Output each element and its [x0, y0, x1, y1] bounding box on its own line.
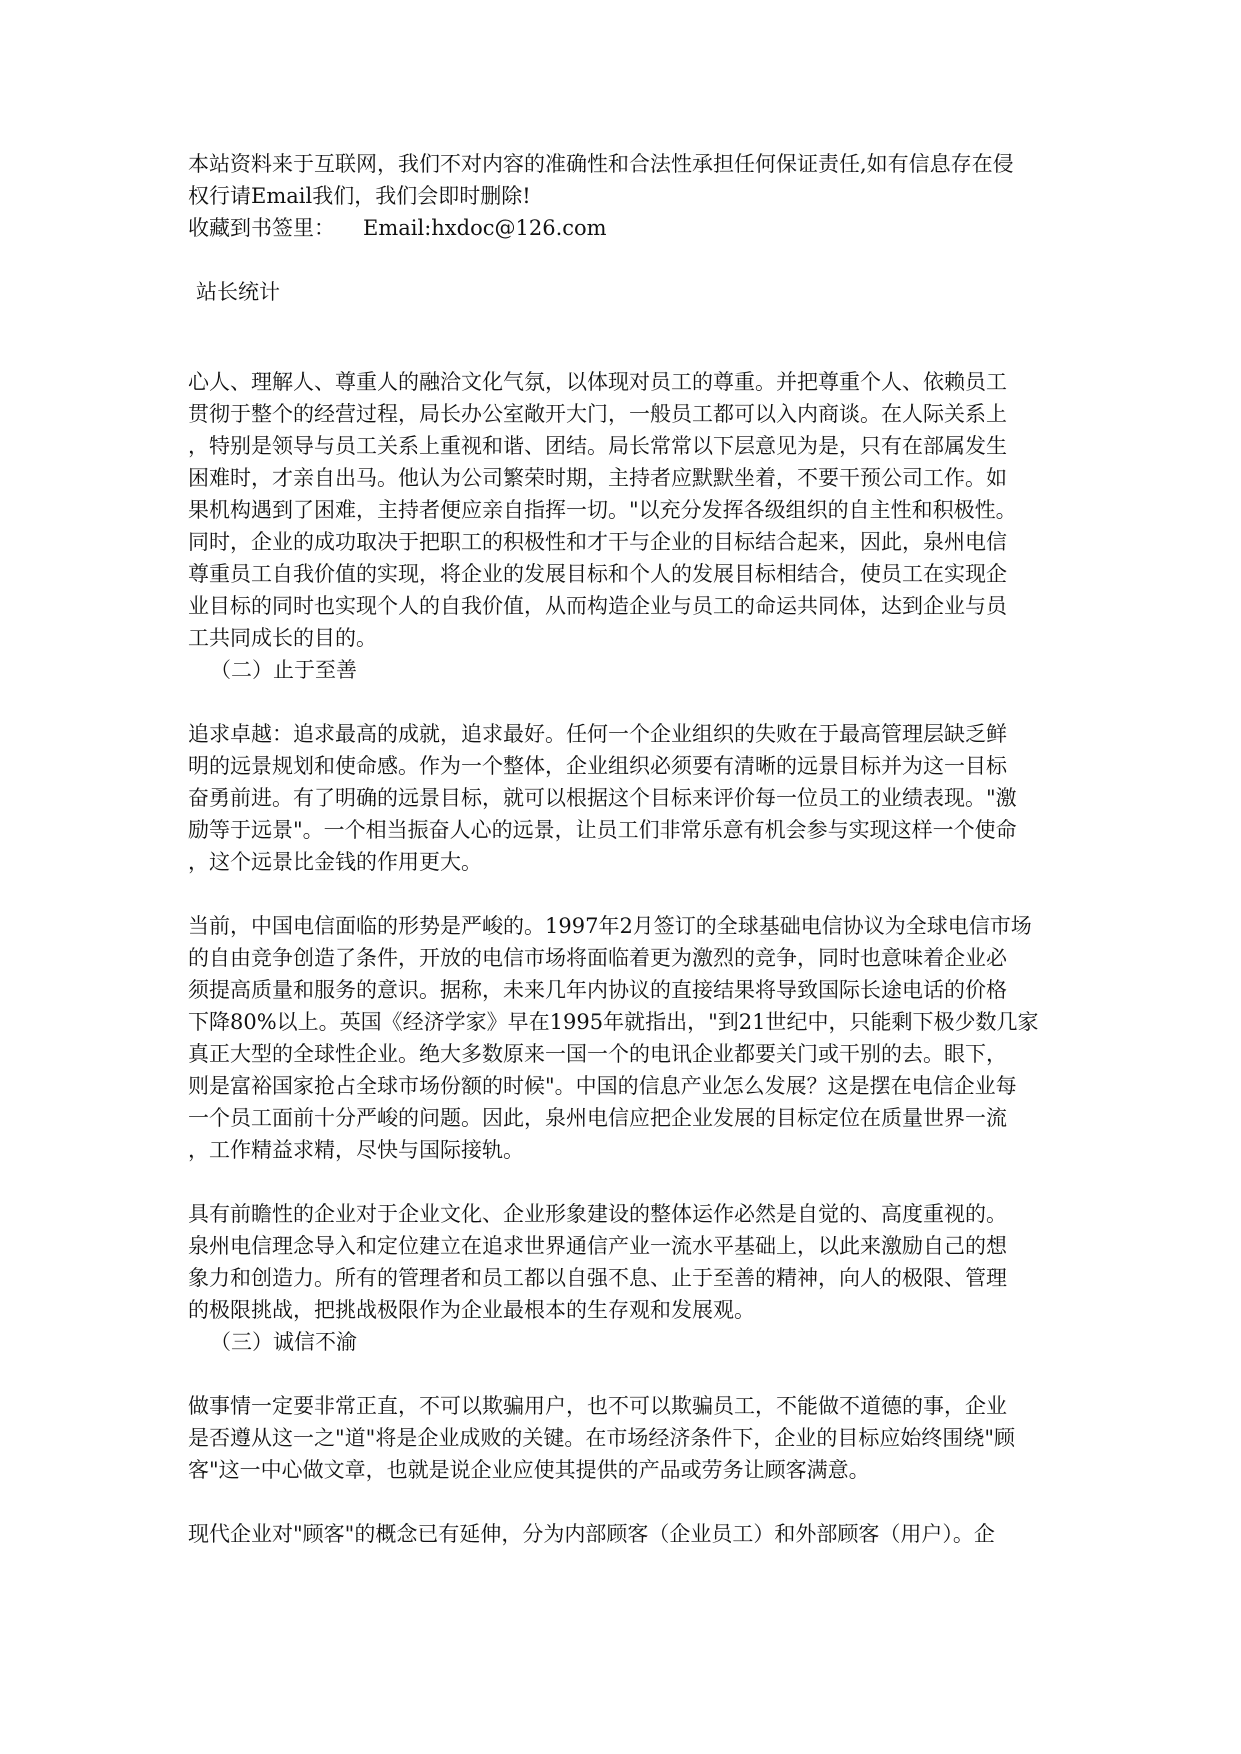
paragraph-2	[188, 718, 1058, 878]
text-line: 奋勇前进。有了明确的远景目标，就可以根据这个目标来评价每一位员工的业绩表现。"激	[188, 786, 1017, 810]
stats-link[interactable]: 站长统计	[196, 280, 280, 304]
text-line: 的极限挑战，把挑战极限作为企业最根本的生存观和发展观。	[188, 1298, 755, 1322]
text-line: 工共同成长的目的。	[188, 626, 377, 650]
text-line: 尊重员工自我价值的实现，将企业的发展目标和个人的发展目标相结合，使员工在实现企	[188, 562, 1007, 586]
paragraph-3	[188, 910, 1058, 1166]
text-line: 一个员工面前十分严峻的问题。因此，泉州电信应把企业发展的目标定位在质量世界一流	[188, 1106, 1007, 1130]
text-line: ，工作精益求精，尽快与国际接轨。	[188, 1138, 524, 1162]
text-line: ，这个远景比金钱的作用更大。	[188, 850, 482, 874]
text-line: 象力和创造力。所有的管理者和员工都以自强不息、止于至善的精神，向人的极限、管理	[188, 1266, 1007, 1290]
bookmark-label[interactable]: 收藏到书签里：	[188, 216, 335, 240]
text-line: 真正大型的全球性企业。绝大多数原来一国一个的电讯企业都要关门或干别的去。眼下，	[188, 1042, 1007, 1066]
text-line: 则是富裕国家抢占全球市场份额的时候"。中国的信息产业怎么发展？这是摆在电信企业每	[188, 1074, 1017, 1098]
text-line: 具有前瞻性的企业对于企业文化、企业形象建设的整体运作必然是自觉的、高度重视的。	[188, 1202, 1007, 1226]
bookmark-line	[188, 212, 1058, 244]
text-line: 泉州电信理念导入和定位建立在追求世界通信产业一流水平基础上，以此来激励自己的想	[188, 1234, 1007, 1258]
text-line: 贯彻于整个的经营过程，局长办公室敞开大门，一般员工都可以入内商谈。在人际关系上	[188, 402, 1007, 426]
text-line: ，特别是领导与员工关系上重视和谐、团结。局长常常以下层意见为是，只有在部属发生	[188, 434, 1007, 458]
document-page	[188, 148, 1058, 1550]
section-heading-2: （二）止于至善	[210, 658, 357, 682]
text-line: 当前，中国电信面临的形势是严峻的。1997年2月签订的全球基础电信协议为全球电信市场	[188, 914, 1032, 938]
text-line: 追求卓越：追求最高的成就，追求最好。任何一个企业组织的失败在于最高管理层缺乏鲜	[188, 722, 1007, 746]
paragraph-4	[188, 1198, 1058, 1326]
paragraph-6	[188, 1518, 1058, 1550]
text-line: 心人、理解人、尊重人的融洽文化气氛，以体现对员工的尊重。并把尊重个人、依赖员工	[188, 370, 1007, 394]
text-line: 同时，企业的成功取决于把职工的积极性和才干与企业的目标结合起来，因此，泉州电信	[188, 530, 1007, 554]
text-line: 做事情一定要非常正直，不可以欺骗用户，也不可以欺骗员工，不能做不道德的事，企业	[188, 1394, 1007, 1418]
disclaimer-line-2: 权行请Email我们，我们会即时删除!	[188, 184, 531, 208]
text-line: 明的远景规划和使命感。作为一个整体，企业组织必须要有清晰的远景目标并为这一目标	[188, 754, 1007, 778]
text-line: 的自由竞争创造了条件，开放的电信市场将面临着更为激烈的竞争，同时也意味着企业必	[188, 946, 1007, 970]
text-line: 须提高质量和服务的意识。据称，未来几年内协议的直接结果将导致国际长途电话的价格	[188, 978, 1007, 1002]
section-heading-3: （三）诚信不渝	[210, 1330, 357, 1354]
text-line: 果机构遇到了困难，主持者便应亲自指挥一切。"以充分发挥各级组织的自主性和积极性。	[188, 498, 1017, 522]
text-line: 励等于远景"。一个相当振奋人心的远景，让员工们非常乐意有机会参与实现这样一个使命	[188, 818, 1017, 842]
text-line: 是否遵从这一之"道"将是企业成败的关键。在市场经济条件下，企业的目标应始终围绕"顾	[188, 1426, 1015, 1450]
paragraph-5	[188, 1390, 1058, 1486]
text-line: 下降80%以上。英国《经济学家》早在1995年就指出，"到21世纪中，只能剩下极少数几家	[188, 1010, 1039, 1034]
text-line: 业目标的同时也实现个人的自我价值，从而构造企业与员工的命运共同体，达到企业与员	[188, 594, 1007, 618]
paragraph-1	[188, 366, 1058, 654]
text-line: 困难时，才亲自出马。他认为公司繁荣时期，主持者应默默坐着，不要干预公司工作。如	[188, 466, 1007, 490]
email-address[interactable]: Email:hxdoc@126.com	[363, 216, 607, 240]
disclaimer-line-1: 本站资料来于互联网，我们不对内容的准确性和合法性承担任何保证责任,如有信息存在侵	[188, 152, 1014, 176]
text-line: 现代企业对"顾客"的概念已有延伸，分为内部顾客（企业员工）和外部顾客（用户）。企	[188, 1522, 995, 1546]
text-line: 客"这一中心做文章，也就是说企业应使其提供的产品或劳务让顾客满意。	[188, 1458, 870, 1482]
